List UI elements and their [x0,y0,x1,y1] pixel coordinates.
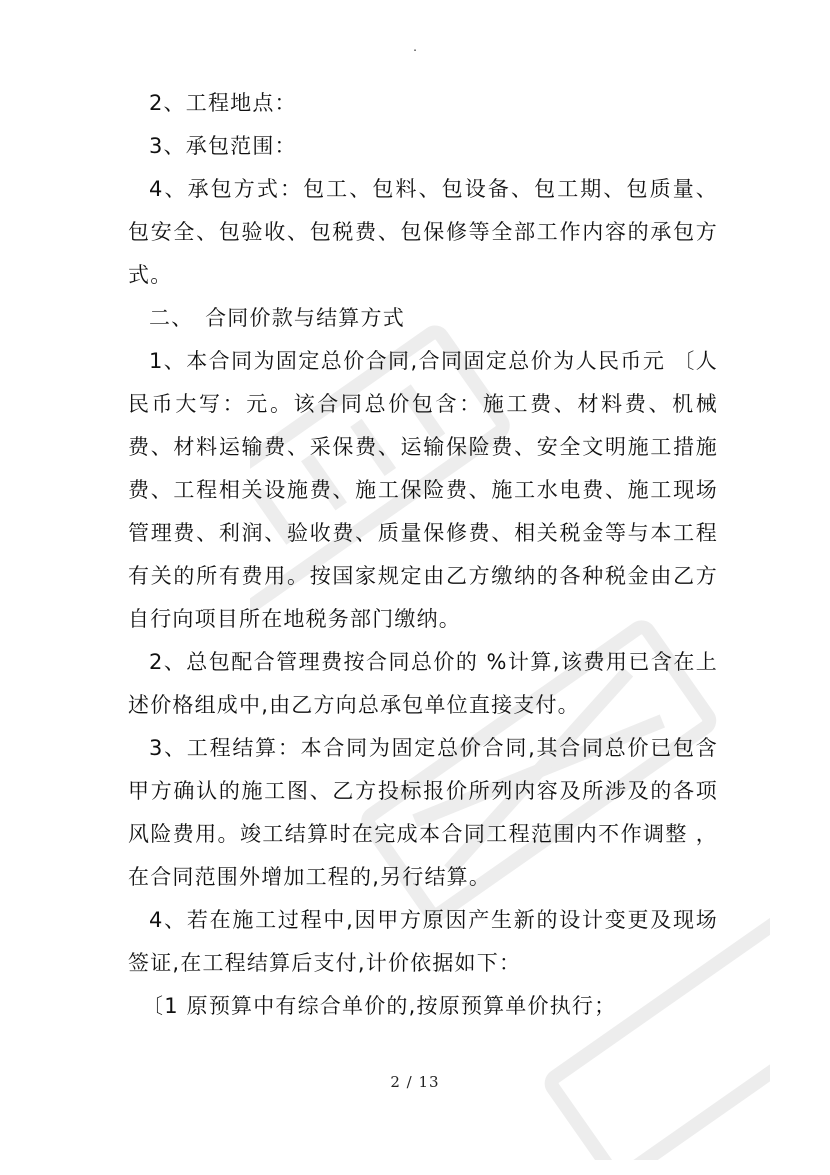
paragraph-project-location: 2、工程地点： [149,91,297,115]
paragraph-fixed-total-price: 1、本合同为固定总价合同,合同固定总价为人民币元 〔人民币大写：元。该合同总价包含：施工费、材料费、机械费、材料运输费、采保费、运输保险费、安全文明施工措施费、工程相关设施费、施工保险费、施工水电费、施工现场管理费、利润、验收费、质量保修费、相关税金等与本工程有关的所有费用。按国家规定由乙方缴纳的各种税金由乙方自行向项目所在地税务部门缴纳。 [128,349,718,631]
paragraph-contract-scope: 3、承包范围： [149,134,297,158]
paragraph-design-changes: 4、若在施工过程中,因甲方原因产生新的设计变更及现场签证,在工程结算后支付,计价依据如下： [128,908,718,975]
section-heading-price-settlement: 二、 合同价款与结算方式 [149,306,405,330]
paragraph-unit-price-rule: 〔1 原预算中有综合单价的,按原预算单价执行； [142,994,617,1018]
page-number: 2 / 13 [390,1073,440,1091]
paragraph-contract-method: 4、承包方式：包工、包料、包设备、包工期、包质量、包安全、包验收、包税费、包保修等全部工作内容的承包方式。 [128,177,718,287]
paragraph-project-settlement: 3、工程结算：本合同为固定总价合同,其合同总价已包含甲方确认的施工图、乙方投标报价所列内容及所涉及的各项风险费用。竣工结算时在完成本合同工程范围内不作调整 ，在合同范围外增加工程的,另行结算。 [128,736,718,889]
document-body [128,82,718,1028]
header-mark: . [413,40,417,54]
paragraph-management-fee: 2、总包配合管理费按合同总价的 %计算,该费用已含在上述价格组成中,由乙方向总承包单位直接支付。 [128,650,718,717]
